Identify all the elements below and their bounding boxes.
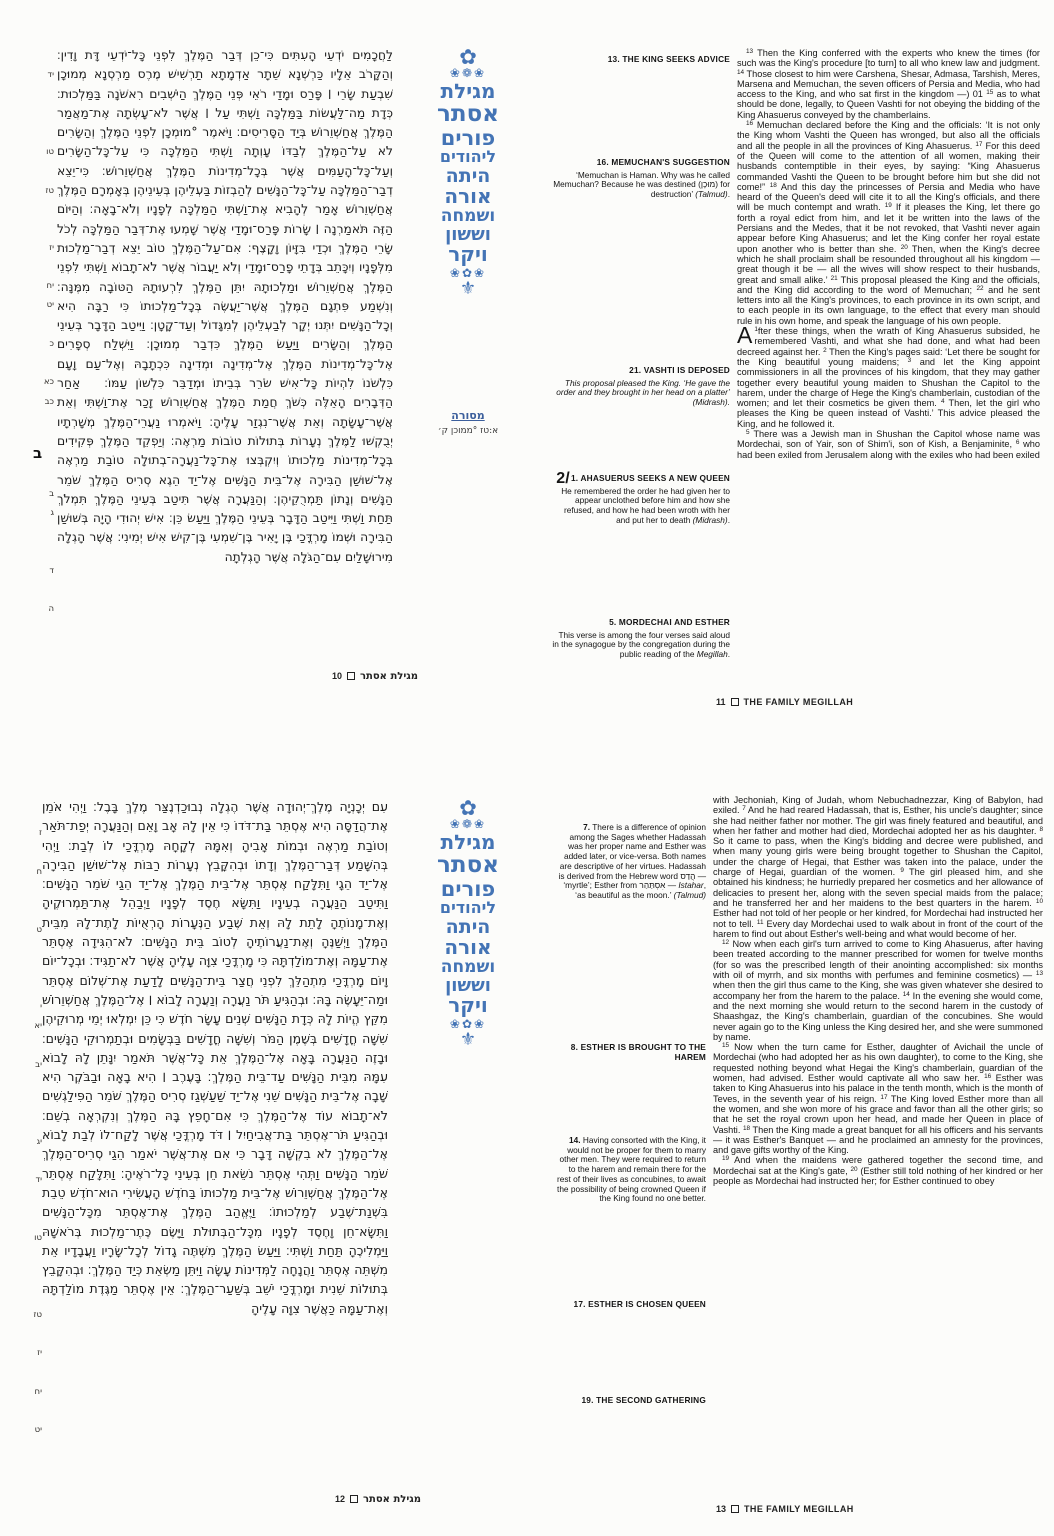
ornament-word: ויקר: [448, 242, 488, 267]
margin-note: [556, 1133, 706, 1204]
square-bullet-icon: [731, 698, 739, 706]
square-bullet-icon: [731, 1505, 739, 1513]
translation-paragraph: with Jechoniah, King of Judah, whom Nebuchadnezzar, King of Babylon, had exiled. $^7$ And he had reared Hadassah, that is, Esther, his uncle's daughter; since she had neither father nor mother. The girl was finely featured and beautiful, and when her father and mother had died, Mordechai adopted her as his daughter. $^8$ So it came to pass, when the King's bidding and decree were published, and when many young girls were being brought together to Shushan the Capitol, under the charge of Hegai, that Esther was taken into the palace, under the charge of Hegai, guardian of the women. $^9$ The girl pleased him, and she obtained his kindness; he hurriedly prepared her cosmetics and her allowance of delicacies to present her, along with the seven special maids from the palace; and he transferred her and her maidens to the best quarters in the harem. $^{10}$ Esther had not told of her people or her kindred, for Mordechai had instructed her not to tell. $^{11}$ Every day Mordechai used to walk about in front of the court of the harem to find out about Esther's well-being and what would become of her.: [713, 795, 1043, 939]
ornament-word: אורה: [444, 934, 492, 959]
ornament-word: מגילת: [440, 79, 496, 103]
margin-note-heading: 19. THE SECOND GATHERING: [581, 1395, 706, 1405]
verse-number-marker: י: [40, 1002, 42, 1012]
ornament-words: [398, 832, 538, 1016]
verse-number-marker: כא: [43, 377, 54, 387]
margin-note: [552, 470, 730, 525]
page-footer-13: [716, 1504, 854, 1514]
chapter-2-marker: ב: [33, 444, 43, 462]
margin-note-heading: 13. THE KING SEEKS ADVICE: [607, 54, 730, 64]
margin-note: [552, 55, 730, 65]
english-book-title: THE FAMILY MEGILLAH: [744, 1504, 854, 1514]
margin-note: [556, 820, 706, 901]
page-footer-11: [716, 697, 853, 707]
verse-number-marker: יז: [49, 243, 54, 253]
margin-note-body: ‘Memuchan is Haman. Why was he called Memuchan? Because he was destined (מוּכָן) for destruction’ (Talmud).: [553, 169, 730, 199]
floral-divider-icon: ❀✿❀: [449, 266, 487, 281]
verse-number-marker: יז: [37, 1348, 42, 1358]
margin-note-heading: 21. VASHTI IS DEPOSED: [629, 365, 730, 375]
page-number: 10: [332, 671, 343, 681]
drop-cap: A: [737, 322, 753, 349]
ornament-word: ושמחה: [440, 957, 496, 978]
square-bullet-icon: [347, 672, 355, 680]
page-number: 11: [716, 697, 726, 707]
margin-note-body: He remembered the order he had given her to appear unclothed before him and how she refused, and how he had been wroth with her and put her to death (Midrash).: [561, 485, 730, 525]
verse-number-marker: ח: [36, 867, 42, 877]
page-number: 12: [335, 1494, 346, 1504]
verse-number-marker: יב: [35, 1060, 42, 1070]
margin-note: [552, 366, 730, 408]
translation-paragraph: $^{16}$ Memuchan declared before the King and the officials: ‘It is not only the King whom Vashti the Queen has wronged, but also all the officials and all the people in all the provinces of King Ahasuerus. $^{17}$ For this deed of the Queen will come to the attention of all women, making their husbands contemptible in their eyes, by saying: “King Ahasuerus commanded Vashti the Queen to be brought before him but she did not come!” $^{18}$ And this day the princesses of Persia and Media who have heard of the Queen's deed will cite it to all the King's officials, and there will be much contempt and wrath. $^{19}$ If it pleases the King, let there go forth a royal edict from him, and let it be written into the laws of the Persians and the Medes, that it be not revoked, that Vashti never again appear before King Ahasuerus; and let the King confer her royal estate upon another who is better than she. $^{20}$ Then, when the King's decree which he shall proclaim shall be resounded throughout all his kingdom — great though it be — all the wives will show respect to their husbands, great and small alike.’ $^{21}$ This proposal pleased the King and the officials, and the King did according to the word of Memuchan; $^{22}$ and he sent letters into all the King's provinces, to each province in its own script, and to each people in its own language, to the effect that every man should rule in his own home, and speak the language of his own people.: [737, 120, 1040, 326]
verse-number-marker: ג: [50, 508, 54, 518]
translation-paragraph: $^{19}$ And when the maidens were gathered together the second time, and Mordechai sat at the King's gate, $^{20}$ (Esther still told nothing of her kindred or her people as Mordechai had instructed her; for Esther continued to obey: [713, 1155, 1043, 1186]
verse-number-marker: ט: [36, 925, 42, 935]
ornament-word: פורים: [440, 124, 496, 150]
verse-number-marker: יד: [35, 1175, 42, 1185]
verse-number-marker: יח: [34, 1387, 42, 1397]
margin-note-heading: 2/1. AHASUERUS SEEKS A NEW QUEEN: [556, 470, 730, 487]
verse-number-marker: יח: [46, 281, 54, 291]
verse-number-marker: כ: [49, 339, 54, 349]
verse-number-marker: טו: [46, 147, 54, 157]
margin-note-body: 14. Having consorted with the King, it would not be proper for them to marry other men. They were required to return to the harem and remain there for the rest of their lives as concubines, to await the possibility of being crowned Queen if the King found no one better.: [557, 1135, 706, 1204]
margin-note: [556, 1300, 706, 1310]
hebrew-text-page-12: עִם יְכָנְיָה מֶלֶךְ־יְהוּדָה אֲשֶׁר הֶגְלָה נְבוּכַדְנֶצַּר מֶלֶךְ בָּבֶל׃ וַיְהִי אֹמֵן אֶת־הֲדַסָּה הִיא אֶסְתֵּר בַּת־דֹּדוֹ כִּי אֵין לָהּ אָב וָאֵם וְהַנַּעֲרָה יְפַת־תֹּאַר וְטוֹבַת מַרְאֶה וּבְמוֹת אָבִיהָ וְאִמָּהּ לְקָחָהּ מָרְדֳּכַי לוֹ לְבַת׃ וַיְהִי בְּהִשָּׁמַע דְּבַר־הַמֶּלֶךְ וְדָתוֹ וּבְהִקָּבֵץ נְעָרוֹת רַבּוֹת אֶל־שׁוּשַׁן הַבִּירָה אֶל־יַד הֵגָי וַתִּלָּקַח אֶסְתֵּר אֶל־בֵּית הַמֶּלֶךְ אֶל־יַד הֵגַי שֹׁמֵר הַנָּשִׁים׃ וַתִּיטַב הַנַּעֲרָה בְעֵינָיו וַתִּשָּׂא חֶסֶד לְפָנָיו וַיְבַהֵל אֶת־תַּמְרוּקֶיהָ וְאֶת־מָנוֹתֶהָ לָתֵת לָהּ וְאֵת שֶׁבַע הַנְּעָרוֹת הָרְאֻיוֹת לָתֶת־לָהּ מִבֵּית הַמֶּלֶךְ וַיְשַׁנֶּהָ וְאֶת־נַעֲרוֹתֶיהָ לְטוֹב בֵּית הַנָּשִׁים׃ לֹא־הִגִּידָה אֶסְתֵּר אֶת־עַמָּהּ וְאֶת־מוֹלַדְתָּהּ כִּי מָרְדֳּכַי צִוָּה עָלֶיהָ אֲשֶׁר לֹא־תַגִּיד׃ וּבְכָל־יוֹם וָיוֹם מָרְדֳּכַי מִתְהַלֵּךְ לִפְנֵי חֲצַר בֵּית־הַנָּשִׁים לָדַעַת אֶת־שְׁלוֹם אֶסְתֵּר וּמַה־יֵּעָשֶׂה בָּהּ׃ וּבְהַגִּיעַ תֹּר נַעֲרָה וְנַעֲרָה לָבוֹא ׀ אֶל־הַמֶּלֶךְ אֲחַשְׁוֵרוֹשׁ מִקֵּץ הֱיוֹת לָהּ כְּדָת הַנָּשִׁים שְׁנֵים עָשָׂר חֹדֶשׁ כִּי כֵּן יִמְלְאוּ יְמֵי מְרוּקֵיהֶן שִׁשָּׁה חֳדָשִׁים בְּשֶׁמֶן הַמֹּר וְשִׁשָּׁה חֳדָשִׁים בַּבְּשָׂמִים וּבְתַמְרוּקֵי הַנָּשִׁים׃ וּבָזֶה הַנַּעֲרָה בָּאָה אֶל־הַמֶּלֶךְ אֵת כָּל־אֲשֶׁר תֹּאמַר יִנָּתֵן לָהּ לָבוֹא עִמָּהּ מִבֵּית הַנָּשִׁים עַד־בֵּית הַמֶּלֶךְ׃ בָּעֶרֶב ׀ הִיא בָאָה וּבַבֹּקֶר הִיא שָׁבָה אֶל־בֵּית הַנָּשִׁים שֵׁנִי אֶל־יַד שַׁעַשְׁגַז סְרִיס הַמֶּלֶךְ שֹׁמֵר הַפִּילַגְשִׁים לֹא־תָבוֹא עוֹד אֶל־הַמֶּלֶךְ כִּי אִם־חָפֵץ בָּהּ הַמֶּלֶךְ וְנִקְרְאָה בְשֵׁם׃ וּבְהַגִּיעַ תֹּר־אֶסְתֵּר בַּת־אֲבִיחַיִל ׀ דֹּד מָרְדֳּכַי אֲשֶׁר לָקַח־לוֹ לְבַת לָבוֹא אֶל־הַמֶּלֶךְ לֹא בִקְשָׁה דָּבָר כִּי אִם אֶת־אֲשֶׁר יֹאמַר הֵגַי סְרִיס־הַמֶּלֶךְ שֹׁמֵר הַנָּשִׁים וַתְּהִי אֶסְתֵּר נֹשֵׂאת חֵן בְּעֵינֵי כָּל־רֹאֶיהָ׃ וַתִּלָּקַח אֶסְתֵּר אֶל־הַמֶּלֶךְ אֲחַשְׁוֵרוֹשׁ אֶל־בֵּית מַלְכוּתוֹ בַּחֹדֶשׁ הָעֲשִׂירִי הוּא־חֹדֶשׁ טֵבֵת בִּשְׁנַת־שֶׁבַע לְמַלְכוּתוֹ׃ וַיֶּאֱהַב הַמֶּלֶךְ אֶת־אֶסְתֵּר מִכָּל־הַנָּשִׁים וַתִּשָּׂא־חֵן וָחֶסֶד לְפָנָיו מִכָּל־הַבְּתוּלֹת וַיָּשֶׂם כֶּתֶר־מַלְכוּת בְּרֹאשָׁהּ וַיַּמְלִיכֶהָ תַּחַת וַשְׁתִּי׃ וַיַּעַשׂ הַמֶּלֶךְ מִשְׁתֶּה גָדוֹל לְכָל־שָׂרָיו וַעֲבָדָיו אֵת מִשְׁתֵּה אֶסְתֵּר וַהֲנָחָה לַמְּדִינוֹת עָשָׂה וַיִּתֵּן מַשְׂאֵת כְּיַד הַמֶּלֶךְ׃ וּבְהִקָּבֵץ בְּתוּלוֹת שֵׁנִית וּמָרְדֳּכַי יֹשֵׁב בְּשַׁעַר־הַמֶּלֶךְ׃ אֵין אֶסְתֵּר מַגֶּדֶת מוֹלַדְתָּהּ וְאֶת־עַמָּהּ כַּאֲשֶׁר צִוָּה עָלֶיהָ: [42, 799, 388, 1316]
hebrew-text-page-10: לַחֲכָמִים יֹדְעֵי הָעִתִּים כִּי־כֵן דְּבַר הַמֶּלֶךְ לִפְנֵי כָּל־יֹדְעֵי דָּת וָדִין׃ וְהַקָּרֹב אֵלָיו כַּרְשְׁנָא שֵׁתָר אַדְמָתָא תַרְשִׁישׁ מֶרֶס מַרְסְנָא מְמוּכָן שִׁבְעַת שָׂרֵי ׀ פָּרַס וּמָדַי רֹאֵי פְּנֵי הַמֶּלֶךְ הַיֹּשְׁבִים רִאשֹׁנָה בַּמַּלְכוּת׃ כְּדָת מַה־לַּעֲשׂוֹת בַּמַּלְכָּה וַשְׁתִּי עַל ׀ אֲשֶׁר לֹא־עָשְׂתָה אֶת־מַאֲמַר הַמֶּלֶךְ אֲחַשְׁוֵרוֹשׁ בְּיַד הַסָּרִיסִים׃ וַיֹּאמֶר °מוּמְכָן לִפְנֵי הַמֶּלֶךְ וְהַשָּׂרִים לֹא עַל־הַמֶּלֶךְ לְבַדּוֹ עָוְתָה וַשְׁתִּי הַמַּלְכָּה כִּי עַל־כָּל־הַשָּׂרִים וְעַל־כָּל־הָעַמִּים אֲשֶׁר בְּכָל־מְדִינוֹת הַמֶּלֶךְ אֲחַשְׁוֵרוֹשׁ׃ כִּי־יֵצֵא דְבַר־הַמַּלְכָּה עַל־כָּל־הַנָּשִׁים לְהַבְזוֹת בַּעְלֵיהֶן בְּעֵינֵיהֶן בְּאָמְרָם הַמֶּלֶךְ אֲחַשְׁוֵרוֹשׁ אָמַר לְהָבִיא אֶת־וַשְׁתִּי הַמַּלְכָּה לְפָנָיו וְלֹא־בָאָה׃ וְהַיּוֹם הַזֶּה תֹּאמַרְנָה ׀ שָׂרוֹת פָּרַס־וּמָדַי אֲשֶׁר שָׁמְעוּ אֶת־דְּבַר הַמַּלְכָּה לְכֹל שָׂרֵי הַמֶּלֶךְ וּכְדַי בִּזָּיוֹן וָקָצֶף׃ אִם־עַל־הַמֶּלֶךְ טוֹב יֵצֵא דְבַר־מַלְכוּת מִלְּפָנָיו וְיִכָּתֵב בְּדָתֵי פָרַס־וּמָדַי וְלֹא יַעֲבוֹר אֲשֶׁר לֹא־תָבוֹא וַשְׁתִּי לִפְנֵי הַמֶּלֶךְ אֲחַשְׁוֵרוֹשׁ וּמַלְכוּתָהּ יִתֵּן הַמֶּלֶךְ לִרְעוּתָהּ הַטּוֹבָה מִמֶּנָּה׃ וְנִשְׁמַע פִּתְגָם הַמֶּלֶךְ אֲשֶׁר־יַעֲשֶׂה בְּכָל־מַלְכוּתוֹ כִּי רַבָּה הִיא וְכָל־הַנָּשִׁים יִתְּנוּ יְקָר לְבַעְלֵיהֶן לְמִגָּדוֹל וְעַד־קָטָן׃ וַיִּיטַב הַדָּבָר בְּעֵינֵי הַמֶּלֶךְ וְהַשָּׂרִים וַיַּעַשׂ הַמֶּלֶךְ כִּדְבַר מְמוּכָן׃ וַיִּשְׁלַח סְפָרִים אֶל־כָּל־מְדִינוֹת הַמֶּלֶךְ אֶל־מְדִינָה וּמְדִינָה כִּכְתָבָהּ וְאֶל־עַם וָעָם כִּלְשֹׁנוֹ לִהְיוֹת כָּל־אִישׁ שֹׂרֵר בְּבֵיתוֹ וּמְדַבֵּר כִּלְשׁוֹן עַמּוֹ׃ אַחַר הַדְּבָרִים הָאֵלֶּה כְּשֹׁךְ חֲמַת הַמֶּלֶךְ אֲחַשְׁוֵרוֹשׁ זָכַר אֶת־וַשְׁתִּי וְאֵת אֲשֶׁר־עָשָׂתָה וְאֵת אֲשֶׁר־נִגְזַר עָלֶיהָ׃ וַיֹּאמְרוּ נַעֲרֵי־הַמֶּלֶךְ מְשָׁרְתָיו יְבֻקְשׁוּ לַמֶּלֶךְ נְעָרוֹת בְּתוּלוֹת טוֹבוֹת מַרְאֶה׃ וְיַפְקֵד הַמֶּלֶךְ פְּקִידִים בְּכָל־מְדִינוֹת מַלְכוּתוֹ וְיִקְבְּצוּ אֶת־כָּל־נַעֲרָה־בְתוּלָה טוֹבַת מַרְאֶה אֶל־שׁוּשַׁן הַבִּירָה אֶל־בֵּית הַנָּשִׁים אֶל־יַד הֵגֶא סְרִיס הַמֶּלֶךְ שֹׁמֵר הַנָּשִׁים וְנָתוֹן תַּמְרֻקֵיהֶן׃ וְהַנַּעֲרָה אֲשֶׁר תִּיטַב בְּעֵינֵי הַמֶּלֶךְ תִּמְלֹךְ תַּחַת וַשְׁתִּי וַיִּיטַב הַדָּבָר בְּעֵינֵי הַמֶּלֶךְ וַיַּעַשׂ כֵּן׃ אִישׁ יְהוּדִי הָיָה בְּשׁוּשַׁן הַבִּירָה וּשְׁמוֹ מָרְדֳּכַי בֶּן יָאִיר בֶּן־שִׁמְעִי בֶּן־קִישׁ אִישׁ יְמִינִי׃ אֲשֶׁר הָגְלָה מִירוּשָׁלַיִם עִם־הַגֹּלָה אֲשֶׁר הָגְלְתָה: [57, 48, 393, 564]
verse-number-marker: יא: [34, 1021, 42, 1031]
margin-note-heading: 5. MORDECHAI AND ESTHER: [609, 617, 730, 627]
translation-paragraph: $^{15}$ Now when the turn came for Esther, daughter of Avichail the uncle of Mordechai (who had adopted her as his own daughter), to come to the King, she requested nothing beyond what Hegai the King's chamberlain, guardian of the women, had advised. Esther would captivate all who saw her. $^{16}$ Esther was taken to King Ahasuerus into his palace in the tenth month, which is the month of Teves, in the seventh year of his reign. $^{17}$ The King loved Esther more than all the women, and she won more of his grace and favor than all the other girls; so that he set the royal crown upon her head, and made her Queen in place of Vashti. $^{18}$ Then the King made a great banquet for all his officers and his servants — it was Esther's Banquet — and he proclaimed an amnesty for the provinces, and gave gifts worthy of the King.: [713, 1042, 1043, 1156]
translation-paragraph: $^{13}$ Then the King conferred with the experts who knew the times (for such was the King's procedure [to turn] to all who knew law and judgment. $^{14}$ Those closest to him were Carshena, Shesar, Admasa, Tarshish, Meres, Marsena and Memuchan, the seven officers of Persia and Media, who had access to the King, and who sat first in the kingdom —) 01 $^{15}$ as to what should be done, legally, to Queen Vashti for not obeying the bidding of the King Ahasuerus conveyed by the chamberlains.: [737, 48, 1040, 120]
verse-number-marker: כב: [44, 397, 54, 407]
ornament-word: וששון: [445, 975, 491, 997]
english-book-title: THE FAMILY MEGILLAH: [743, 697, 854, 707]
verse-number-marker: טז: [33, 1310, 42, 1320]
floral-crest-icon: ❀❁❀: [449, 66, 487, 80]
margin-note-heading: 8. ESTHER IS BROUGHT TO THE HAREM: [570, 1042, 706, 1062]
ornament-word: ויקר: [448, 993, 488, 1018]
verse-number-marker: יט: [46, 300, 54, 310]
decorative-title-column: [398, 797, 538, 1049]
english-translation-page-11: [737, 48, 1040, 666]
translation-paragraph: $^{12}$ Now when each girl's turn arrived to come to King Ahasuerus, after having been treated according to the manner prescribed for women for twelve months (for so was the prescribed length of their anointing accomplished: six months with oil of myrrh, and six months with perfumes and feminine cosmetics) — $^{13}$ when then the girl thus came to the King, she was given whatever she desired to accompany her from the harem to the palace. $^{14}$ In the evening she would come, and the next morning she would return to the second harem in the custody of Shaashgaz, the King's chamberlain, guardian of the concubines. She would never again go to the King unless the King desired her, and she were summoned by name.: [713, 939, 1043, 1042]
verse-number-marker: טז: [45, 186, 54, 196]
page-number: 13: [716, 1504, 727, 1514]
verse-number-marker: ד: [49, 566, 54, 576]
margin-note: [556, 1043, 706, 1062]
masorah-title: מסורה: [451, 409, 485, 422]
hebrew-book-title: מגילת אסתר: [360, 671, 418, 682]
ornament-word: אסתר: [437, 851, 499, 879]
ornament-word: וששון: [445, 224, 491, 246]
page-footer-12: [303, 1494, 453, 1505]
verse-number-marker: טו: [34, 1233, 42, 1243]
margin-note-heading: 16. MEMUCHAN'S SUGGESTION: [596, 157, 730, 167]
ornament-word: ליהודים: [439, 146, 497, 166]
verse-number-marker: יד: [47, 70, 54, 80]
ornament-word: פורים: [440, 875, 496, 901]
margin-note-body: 7. There is a difference of opinion among the Sages whether Hadassah was her proper name and Esther was added later, or vice-versa. Both names are descriptive of her virtues. Hadassah is derived from the Hebrew word הֲדַס — ‘myrtle’; Esther from אִסְתַּהַר — Istahar, ‘as beautiful as the moon.’ (Talmud): [558, 822, 706, 900]
margin-note-body: This proposal pleased the King. ‘He gave the order and they brought in her head on a platter’ (Midrash).: [556, 377, 730, 407]
ornament-word: היתה: [445, 915, 491, 938]
floral-crest-icon: ✿: [459, 796, 477, 820]
margin-note: [556, 1396, 706, 1406]
ornament-word: היתה: [445, 164, 491, 187]
square-bullet-icon: [350, 1495, 358, 1503]
translation-paragraph: $^1$ A fter these things, when the wrath of King Ahasuerus subsided, he remembered Vashti, and what she had done, and what had been decreed against her. $^2$ Then the King's pages said: ‘Let there be sought for the King beautiful young maidens; $^3$ and let the King appoint commissioners in all the provinces of his kingdom, that they may gather together every beautiful young maiden to Shushan the Capitol to the harem, under the charge of Hege the King's chamberlain, custodian of the women; and let their cosmetics be given them. $^4$ Then, let the girl who pleases the King be queen instead of Vashti.’ This advice pleased the King, and he followed it.: [737, 322, 1040, 429]
ornament-word: מגילת: [440, 830, 496, 854]
fleur-de-lis-icon: ⚜: [459, 278, 477, 300]
ornament-word: ושמחה: [440, 206, 496, 227]
floral-divider-icon: ❀✿❀: [449, 1017, 487, 1032]
english-translation-page-13: [713, 795, 1043, 1471]
fleur-de-lis-icon: ⚜: [459, 1029, 477, 1051]
ornament-word: ליהודים: [439, 897, 497, 917]
margin-note: [552, 618, 730, 660]
decorative-title-column: [398, 46, 538, 298]
margin-note-heading: 17. ESTHER IS CHOSEN QUEEN: [573, 1299, 706, 1309]
verse-number-marker: ז: [39, 828, 42, 838]
verse-number-marker: יג: [36, 1137, 42, 1147]
floral-crest-icon: ✿: [459, 45, 477, 69]
verse-number-marker: ב: [49, 489, 54, 499]
floral-crest-icon: ❀❁❀: [449, 817, 487, 831]
chapter-number: 2/: [556, 470, 570, 487]
ornament-words: [398, 81, 538, 265]
hebrew-book-title: מגילת אסתר: [363, 1494, 421, 1505]
verse-number-marker: יט: [34, 1425, 42, 1435]
ornament-word: אסתר: [437, 100, 499, 128]
verse-number-marker: ה: [48, 604, 54, 614]
page-footer-10: [300, 671, 450, 682]
margin-note-body: This verse is among the four verses said aloud in the synagogue by the congregation during the public reading of the Megillah.: [552, 629, 730, 659]
masorah-block: [398, 409, 538, 436]
masorah-note: א:טז °ממוכן ק׳: [437, 426, 499, 436]
translation-paragraph: $^5$ There was a Jewish man in Shushan the Capitol whose name was Mordechai, son of Yair, son of Shim'i, son of Kish, a Benjaminite, $^6$ who had been exiled from Jerusalem along with the exiles who had been exiled: [737, 428, 1040, 460]
margin-note: [552, 158, 730, 200]
ornament-word: אורה: [444, 183, 492, 208]
